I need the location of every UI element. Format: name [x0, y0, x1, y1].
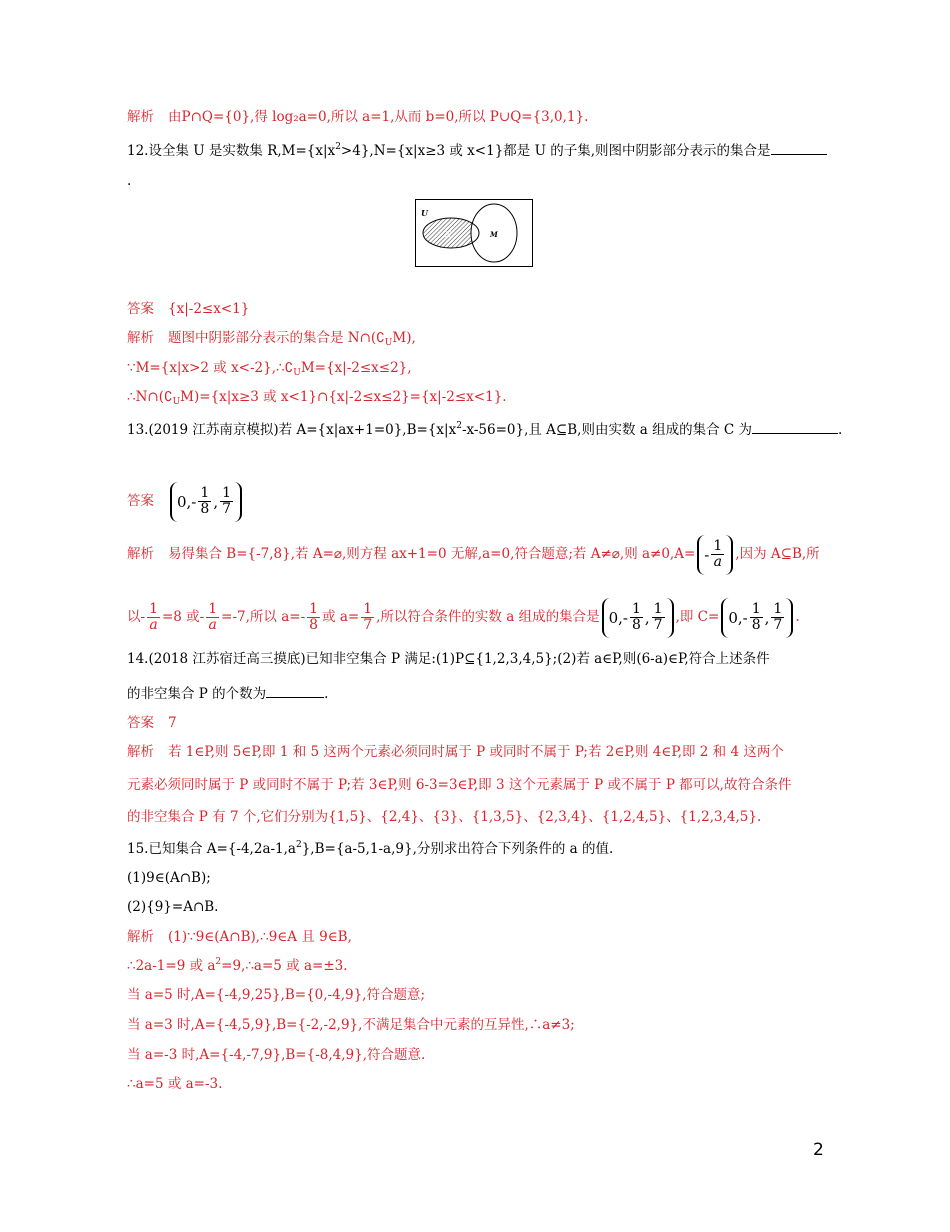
question-text: 14.(2018 江苏宿迁高三摸底)已知非空集合 P 满足:(1)P⊆{1,2,3,4,5};(2)若 a∈P,则(6-a)∈P,符合上述条件	[127, 651, 770, 667]
solution-text: =9,∴a=5 或 a=±3.	[221, 958, 348, 974]
fraction-denominator: a	[208, 617, 217, 633]
fraction-denominator: a	[149, 617, 158, 633]
fraction-denominator: 8	[751, 617, 761, 633]
fraction-numerator: 1	[363, 601, 373, 617]
solution-12-line-2	[127, 359, 412, 377]
solution-text: M)={x|x≥3 或 x<1}∩{x|-2≤x≤2}={x|-2≤x<1}.	[180, 389, 507, 405]
solution-15-line-3	[127, 986, 425, 1004]
solution-text: 的非空集合 P 有 7 个,它们分别为{1,5}、{2,4}、{3}、{1,3,5}、{2,3,4}、{1,2,4,5}、{1,2,3,4,5}.	[127, 809, 762, 825]
solution-text: 元素必须同时属于 P 或同时不属于 P;若 3∈P,则 6-3=3∈P,即 3 这个元素属于 P 或不属于 P 都可以,故符合条件	[127, 777, 792, 793]
answer-label: 答案	[127, 715, 154, 731]
solution-text: =8 或-	[161, 609, 205, 625]
question-15-part-2	[127, 898, 218, 916]
solution-text: 若 1∈P,则 5∈P,即 1 和 5 这两个元素必须同时属于 P 或同时不属于 P;若 2∈P,则 4∈P,即 2 和 4 这两个	[168, 744, 784, 760]
solution-text: ∴a=5 或 a=-3.	[127, 1076, 223, 1092]
solution-text: ∴N∩(∁	[127, 389, 173, 405]
comma: ,	[213, 492, 219, 511]
answer-blank	[771, 142, 827, 155]
solution-12-line-1	[127, 329, 416, 347]
answer-text: 7	[168, 715, 177, 731]
fraction-numerator: 1	[222, 485, 232, 501]
solution-11	[127, 108, 588, 126]
question-text: },B={a-5,1-a,9},分别求出符合下列条件的 a 的值.	[301, 841, 614, 857]
solution-label: 解析	[127, 109, 154, 125]
set-element: 0,-	[608, 608, 628, 627]
question-text: 12.设全集 U 是实数集 R,M={x|x	[127, 143, 336, 159]
fraction-denominator: 8	[200, 501, 210, 517]
solution-text: ∴2a-1=9 或 a	[127, 958, 216, 974]
subscript: U	[293, 368, 301, 378]
set-c	[721, 598, 793, 638]
solution-13-line-1	[127, 533, 820, 575]
label-n: N	[445, 230, 452, 239]
solution-text: 以-	[127, 609, 146, 625]
fraction-denominator: 8	[309, 617, 319, 633]
answer-label: 答案	[127, 301, 154, 317]
venn-diagram	[415, 199, 533, 267]
answer-14	[127, 714, 177, 732]
set-result	[602, 598, 674, 638]
page-number: 2	[813, 1140, 824, 1160]
comma: ,	[644, 608, 650, 627]
solution-12-line-3	[127, 388, 507, 406]
fraction-numerator: 1	[773, 601, 783, 617]
subscript: U	[172, 397, 181, 407]
superscript: 2	[295, 840, 302, 850]
question-text: (2){9}=A∩B.	[127, 899, 219, 915]
fraction-numerator: 1	[200, 485, 210, 501]
answer-blank	[266, 685, 324, 698]
answer-12	[127, 300, 249, 318]
solution-text: 题图中阴影部分表示的集合是 N∩(∁	[168, 330, 385, 346]
solution-text: M),	[392, 330, 416, 346]
answer-blank	[752, 421, 838, 434]
solution-label: 解析	[127, 744, 154, 760]
solution-text: 易得集合 B={-7,8},若 A=⌀,则方程 ax+1=0 无解,a=0,符合题意;若 A≠⌀,则 a≠0,A=	[168, 546, 696, 562]
fraction-numerator: 1	[208, 601, 218, 617]
answer-set	[170, 482, 242, 522]
solution-text: ∵M={x|x>2 或 x<-2},∴∁	[127, 360, 294, 376]
subscript: U	[384, 338, 393, 348]
solution-14-line-1	[127, 743, 784, 761]
solution-15-line-4	[127, 1016, 575, 1034]
solution-15-line-5	[127, 1046, 425, 1064]
solution-label: 解析	[127, 546, 154, 562]
superscript: 2	[335, 142, 341, 152]
question-text: 13.(2019 江苏南京模拟)若 A={x|ax+1=0},B={x|x	[127, 422, 457, 438]
period: .	[838, 422, 843, 438]
label-u: U	[421, 208, 428, 218]
minus-sign: -	[704, 545, 710, 564]
set-a	[697, 535, 733, 575]
question-text: -x-56=0},且 A⊆B,则由实数 a 组成的集合 C 为	[461, 422, 753, 438]
solution-14-line-3	[127, 808, 761, 826]
solution-14-line-2	[127, 776, 791, 794]
superscript: 2	[215, 957, 222, 967]
solution-15-line-2	[127, 957, 348, 975]
label-m: M	[490, 230, 498, 239]
question-text: >4},N={x|x≥3 或 x<1}都是 U 的子集,则图中阴影部分表示的集合是	[340, 143, 771, 159]
superscript: 2	[456, 421, 462, 431]
solution-text: ,因为 A⊆B,所	[735, 546, 820, 562]
fraction-numerator: 1	[309, 601, 319, 617]
period: .	[127, 173, 132, 189]
solution-15-line-6	[127, 1075, 222, 1093]
set-element: 0,-	[728, 608, 748, 627]
question-text: 的非空集合 P 的个数为	[127, 686, 267, 702]
question-12-continuation	[127, 172, 131, 190]
question-13	[127, 421, 842, 439]
solution-text: ,即 C=	[675, 609, 720, 625]
comma: ,	[764, 608, 770, 627]
fraction-denominator: 7	[363, 617, 373, 633]
solution-text: M={x|-2≤x≤2},	[300, 360, 412, 376]
fraction-numerator: 1	[149, 601, 158, 617]
solution-text: 当 a=-3 时,A={-4,-7,9},B={-8,4,9},符合题意.	[127, 1047, 426, 1063]
fraction-numerator: 1	[631, 601, 641, 617]
set-element: 0,-	[177, 492, 197, 511]
answer-text: {x|-2≤x<1}	[168, 301, 250, 317]
answer-13	[127, 480, 244, 522]
question-text: (1)9∈(A∩B);	[127, 870, 211, 886]
solution-label: 解析	[127, 330, 154, 346]
fraction-denominator: 7	[222, 501, 232, 517]
solution-text: 当 a=5 时,A={-4,9,25},B={0,-4,9},符合题意;	[127, 987, 426, 1003]
solution-text: (1)∵9∈(A∩B),∴9∈A 且 9∈B,	[168, 929, 352, 945]
solution-13-line-2	[127, 596, 800, 638]
question-text: 15.已知集合 A={-4,2a-1,a	[127, 841, 296, 857]
fraction-numerator: 1	[713, 538, 723, 554]
fraction-numerator: 1	[751, 601, 761, 617]
fraction-denominator: 7	[653, 617, 663, 633]
answer-label: 答案	[127, 493, 154, 509]
solution-text: 当 a=3 时,A={-4,5,9},B={-2,-2,9},不满足集合中元素的互异性,∴a≠3;	[127, 1017, 575, 1033]
question-15-part-1	[127, 869, 211, 887]
question-14-line-2	[127, 685, 328, 703]
question-12	[127, 142, 827, 160]
fraction-numerator: 1	[653, 601, 663, 617]
fraction-denominator: 8	[631, 617, 641, 633]
solution-text: =-7,所以 a=-	[221, 609, 306, 625]
question-15	[127, 840, 613, 858]
fraction-denominator: a	[713, 554, 723, 570]
question-14-line-1	[127, 650, 770, 668]
solution-text: 或 a=	[322, 609, 360, 625]
solution-text: ,所以符合条件的实数 a 组成的集合是	[376, 609, 600, 625]
solution-label: 解析	[127, 929, 154, 945]
period: .	[795, 609, 800, 625]
solution-15-line-1	[127, 928, 352, 946]
fraction-denominator: 7	[773, 617, 783, 633]
solution-text: 由P∩Q={0},得 log₂a=0,所以 a=1,从而 b=0,所以 P∪Q={3,0,1}.	[168, 109, 589, 125]
period: .	[324, 686, 329, 702]
